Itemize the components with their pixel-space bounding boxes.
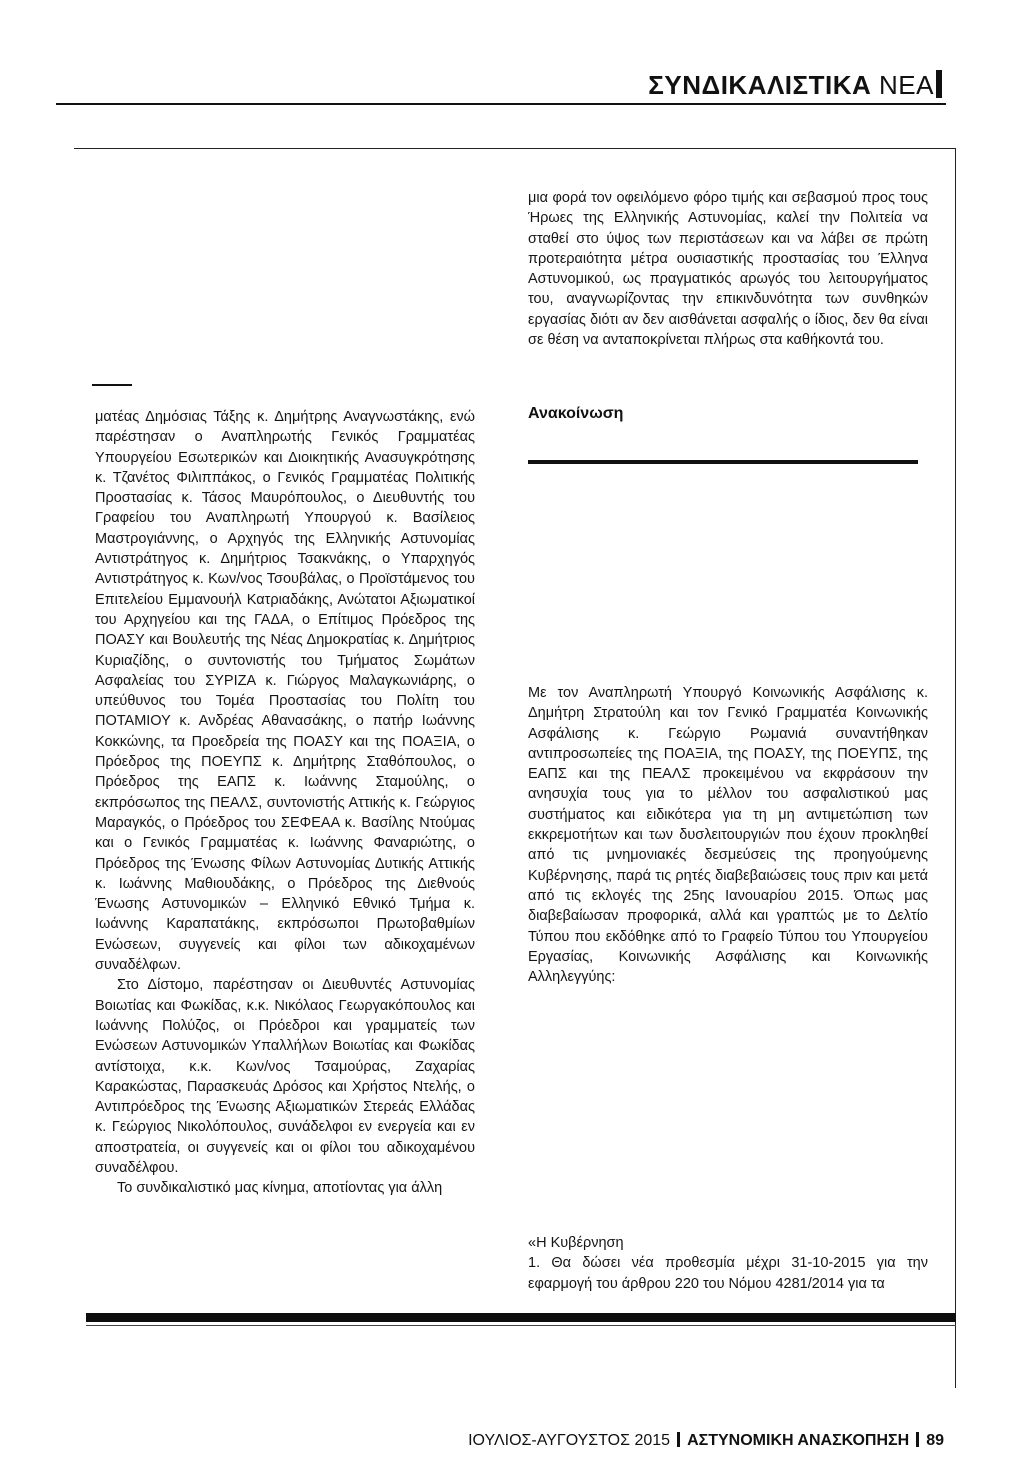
quote-item-1: 1. Θα δώσει νέα προθεσμία μέχρι 31-10-2015 για την εφαρμογή του άρθρου 220 του Νόμου 4281/2014 για τα xyxy=(528,1255,928,1292)
bottom-rule-thick xyxy=(86,1313,956,1322)
right-column-bottom xyxy=(528,1233,928,1294)
footer-page-number: 89 xyxy=(926,1432,944,1449)
section-header-secondary: ΝΕΑ xyxy=(879,70,934,100)
right-paragraph-mid: Με τον Αναπληρωτή Υπουργό Κοινωνικής Ασφάλισης κ. Δημήτρη Στρατούλη και τον Γενικό Γραμματέα Κοινωνικής Ασφάλισης κ. Γεώργιο Ρωμανιά συναντήθηκαν αντιπροσωπείες της ΠΟΑΞΙΑ, της ΠΟΑΣΥ, της ΠΟΕΥΠΣ, της ΕΑΠΣ και της ΠΕΑΛΣ προκειμένου να εκφράσουν την ανησυχία τους για το μέλλον του ασφαλιστικού μας συστήματος και ειδικότερα για τη μη αντιμετώπιση των εκκρεμοτήτων και των δυσλειτουργιών που έχουν προκληθεί από τις μνημονιακές δεσμεύσεις της προηγούμενης Κυβέρνησης, παρά τις ρητές διαβεβαιώσεις τους πριν και μετά από τις εκλογές της 25ης Ιανουαρίου 2015. Όπως μας διαβεβαίωσαν προφορικά, αλλά και γραπτώς με το Δελτίο Τύπου που εκδόθηκε από το Γραφείο Τύπου του Υπουργείου Εργασίας, Κοινωνικής Ασφάλισης και Κοινωνικής Αλληλεγγύης: xyxy=(528,685,928,986)
page-footer xyxy=(468,1432,944,1450)
left-column xyxy=(95,407,475,1199)
footer-issue: ΙΟΥΛΙΟΣ-ΑΥΓΟΥΣΤΟΣ 2015 xyxy=(468,1432,671,1449)
footer-separator xyxy=(677,1432,680,1447)
header-rule xyxy=(56,103,946,105)
header-accent-bar xyxy=(936,70,942,98)
announcement-heading-rule xyxy=(528,460,918,464)
right-column-mid xyxy=(528,683,928,987)
announcement-heading: Ανακοίνωση xyxy=(528,405,624,422)
section-header xyxy=(648,70,934,101)
right-column-top xyxy=(528,188,928,350)
bottom-rule-thin xyxy=(86,1325,956,1326)
footer-magazine: ΑΣΤΥΝΟΜΙΚΗ ΑΝΑΣΚΟΠΗΣΗ xyxy=(687,1432,910,1449)
image-panel-border-right xyxy=(955,148,956,1388)
left-paragraph-1: ματέας Δημόσιας Τάξης κ. Δημήτρης Αναγνωστάκης, ενώ παρέστησαν ο Αναπληρωτής Γενικός Γραμματέας Υπουργείου Εσωτερικών και Διοικητικής Ανασυγκρότησης κ. Τζανέτος Φιλιππάκος, ο Γενικός Γραμματέας Πολιτικής Προστασίας κ. Τάσος Μαυρόπουλος, ο Διευθυντής του Γραφείου του Αναπληρωτή Υπουργού κ. Βασίλειος Μαστρογιάννης, ο Αρχηγός της Ελληνικής Αστυνομίας Αντιστράτηγος κ. Δημήτριος Τσακνάκης, ο Υπαρχηγός Αντιστράτηγος κ. Κων/νος Τσουβάλας, ο Προϊστάμενος του Επιτελείου Εμμανουήλ Κατριαδάκης, Ανώτατοι Αξιωματικοί του Αρχηγείου και της ΓΑΔΑ, ο Επίτιμος Πρόεδρος της ΠΟΑΣΥ και Βουλευτής της Νέας Δημοκρατίας κ. Δημήτριος Κυριαζίδης, ο συντονιστής του Τμήματος Σωμάτων Ασφαλείας του ΣΥΡΙΖΑ κ. Γιώργος Μαλαγκωνιάρης, ο υπεύθυνος του Τομέα Προστασίας του Πολίτη του ΠΟΤΑΜΙΟΥ κ. Ανδρέας Αθανασάκης, ο πατήρ Ιωάννης Κοκκώνης, τα Προεδρεία της ΠΟΑΣΥ και της ΠΟΑΞΙΑ, ο Πρόεδρος της ΠΟΕΥΠΣ κ. Δημήτρης Σταθόπουλος, ο Πρόεδρος της ΕΑΠΣ κ. Ιωάννης Σταμούλης, ο εκπρόσωπος της ΠΕΑΛΣ, συντονιστής Αττικής κ. Γεώργιος Μαραγκός, ο Πρόεδρος του ΣΕΦΕΑΑ κ. Βασίλης Ντούμας και ο Γενικός Γραμματέας κ. Ιωάννης Φαναριώτης, ο Πρόεδρος της Ένωσης Φίλων Αστυνομίας Δυτικής Αττικής κ. Ιωάννης Μαθιουδάκης, ο Πρόεδρος της Διεθνούς Ένωσης Αστυνομικών – Ελληνικό Εθνικό Τμήμα κ. Ιωάννης Καραπατάκης, εκπρόσωποι Πρωτοβαθμίων Ενώσεων, συγγενείς και φίλοι των αδικοχαμένων συναδέλφων. xyxy=(95,409,475,974)
image-panel-border-top xyxy=(74,148,956,149)
column-dash-divider xyxy=(92,384,132,386)
right-paragraph-top: μια φορά τον οφειλόμενο φόρο τιμής και σεβασμού προς τους Ήρωες της Ελληνικής Αστυνομίας, καλεί την Πολιτεία να σταθεί στο ύψος των περιστάσεων και να λάβει σε πρώτη προτεραιότητα μέτρα ουσιαστικής προστασίας του Έλληνα Αστυνομικού, ως πραγματικός αρωγός του λειτουργήματος του, αναγνωρίζοντας την επικινδυνότητα των συνθηκών εργασίας διότι αν δεν αισθάνεται ασφαλής ο ίδιος, δεν θα είναι σε θέση να ανταποκρίνεται πλήρως στα καθήκοντά του. xyxy=(528,190,928,349)
quote-open: «Η Κυβέρνηση xyxy=(528,1235,624,1251)
footer-separator xyxy=(916,1432,919,1447)
left-paragraph-2: Στο Δίστομο, παρέστησαν οι Διευθυντές Αστυνομίας Βοιωτίας και Φωκίδας, κ.κ. Νικόλαος Γεωργακόπουλος και Ιωάννης Πολύζος, οι Πρόεδροι και γραμματείς των Ενώσεων Αστυνομικών Υπαλλήλων Βοιωτίας και Φωκίδας αντίστοιχα, κ.κ. Κων/νος Τσαμούρας, Ζαχαρίας Καρακώστας, Παρασκευάς Δρόσος και Χρήστος Ντελής, ο Αντιπρόεδρος της Ένωσης Αξιωματικών Στερεάς Ελλάδας κ. Γεώργιος Νικολόπουλος, συνάδελφοι εν ενεργεία και εν αποστρατεία, οι συγγενείς και οι φίλοι του αδικοχαμένου συναδέλφου. xyxy=(95,977,475,1176)
left-paragraph-3: Το συνδικαλιστικό μας κίνημα, αποτίοντας για άλλη xyxy=(117,1180,443,1197)
section-header-main: ΣΥΝΔΙΚΑΛΙΣΤΙΚΑ xyxy=(648,70,872,100)
